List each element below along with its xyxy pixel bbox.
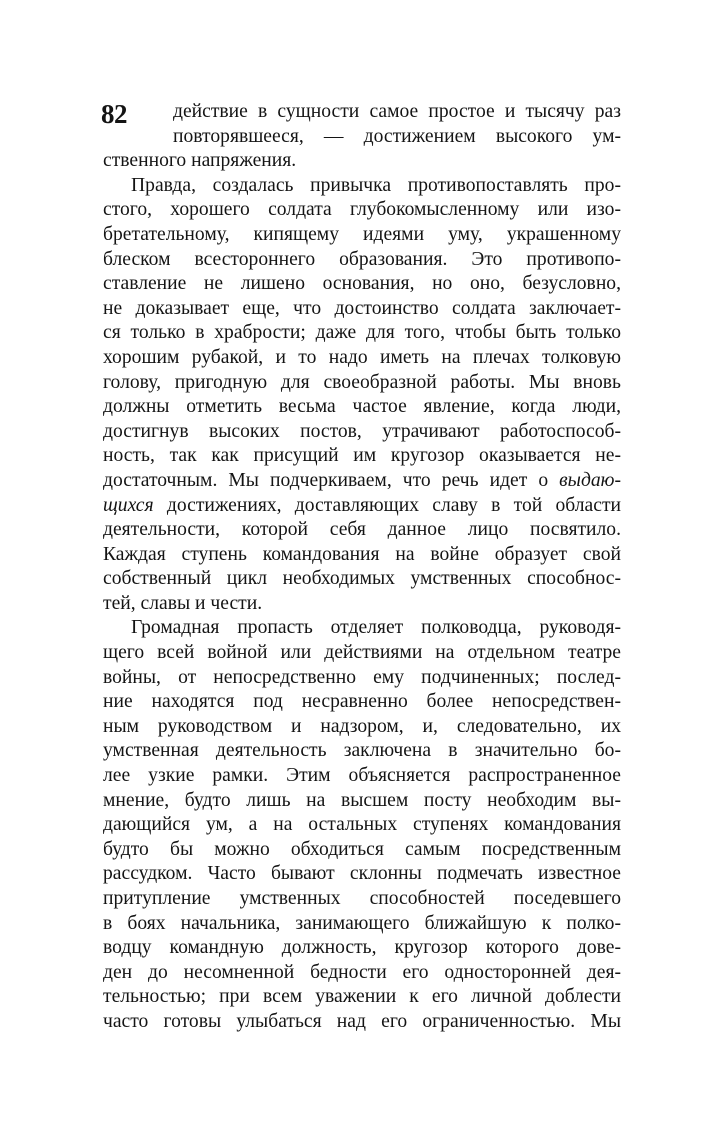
text-line: тей, славы и чести. (103, 592, 263, 614)
text-line: лее узкие рамки. Этим объясняется распространенное (103, 765, 621, 787)
body-text (103, 100, 621, 1035)
text-line: Правда, создалась привычка противопоставлять про- (131, 174, 621, 196)
text-line: щего всей войной или действиями на отдельном театре (103, 642, 621, 664)
italic-text: выдаю- (559, 469, 621, 491)
text-segment: достаточным. Мы подчеркиваем, что речь идет о (103, 469, 560, 491)
text-line: должны отметить весьма частое явление, когда люди, (103, 396, 621, 418)
text-line: притупление умственных способностей поседевшего (103, 888, 621, 909)
text-line: ственного напряжения. (103, 150, 297, 172)
text-line: ден до несомненной бедности его односторонней дея- (103, 961, 621, 983)
text-line: собственный цикл необходимых умственных способнос- (103, 568, 621, 590)
text-line: хорошим рубакой, и то надо иметь на плечах толковую (103, 346, 621, 368)
text-line: часто готовы улыбаться над его ограниченностью. Мы (103, 1010, 621, 1032)
text-line: ние находятся под несравненно более непосредствен- (103, 691, 621, 713)
text-line: Каждая ступень командования на войне образует свой (103, 543, 621, 565)
text-line: тельностью; при всем уважении к его личной доблести (103, 986, 621, 1008)
text-line: водцу командную должность, кругозор которого дове- (103, 937, 621, 959)
text-line: повторявшееся, — достижением высокого ум- (173, 125, 621, 147)
text-line: стого, хорошего солдата глубокомысленному или изо- (103, 199, 621, 221)
text-line: рассудком. Часто бывают склонны подмечать известное (103, 863, 621, 885)
text-line: войны, от непосредственно ему подчиненных; послед- (103, 666, 621, 688)
page-number: 82 (101, 99, 127, 129)
text-line: голову, пригодную для своеобразной работы. Мы вновь (103, 371, 621, 393)
text-line (103, 469, 621, 494)
text-line: Громадная пропасть отделяет полководца, руководя- (131, 617, 621, 639)
text-line: ставление не лишено основания, но оно, безусловно, (103, 273, 621, 295)
text-line: ным руководством и надзором, и, следовательно, их (103, 715, 621, 737)
text-line: будто бы можно обходиться самым посредственным (103, 838, 621, 860)
text-line: действие в сущности самое простое и тысячу раз (173, 101, 621, 122)
text-line: ность, так как присущий им кругозор оказывается не- (103, 445, 621, 467)
text-line: в боях начальника, занимающего ближайшую к полко- (103, 912, 621, 934)
text-line (103, 494, 621, 519)
text-line: не доказывает еще, что достоинство солдата заключает- (103, 297, 621, 319)
text-line: ся только в храбрости; даже для того, чтобы быть только (103, 322, 621, 344)
text-line: достигнув высоких постов, утрачивают работоспособ- (103, 420, 621, 442)
text-line: мнение, будто лишь на высшем посту необходим вы- (103, 789, 621, 811)
italic-text: щихся (103, 494, 154, 516)
text-line: дающийся ум, а на остальных ступенях командования (103, 814, 621, 836)
text-line: деятельности, которой себя данное лицо посвятило. (103, 519, 621, 541)
text-line: бретательному, кипящему идеями уму, украшенному (103, 223, 621, 245)
text-segment: достижениях, доставляющих славу в той области (153, 494, 621, 516)
text-line: блеском всестороннего образования. Это противопо- (103, 248, 621, 270)
text-line: умственная деятельность заключена в значительно бо- (103, 740, 621, 762)
